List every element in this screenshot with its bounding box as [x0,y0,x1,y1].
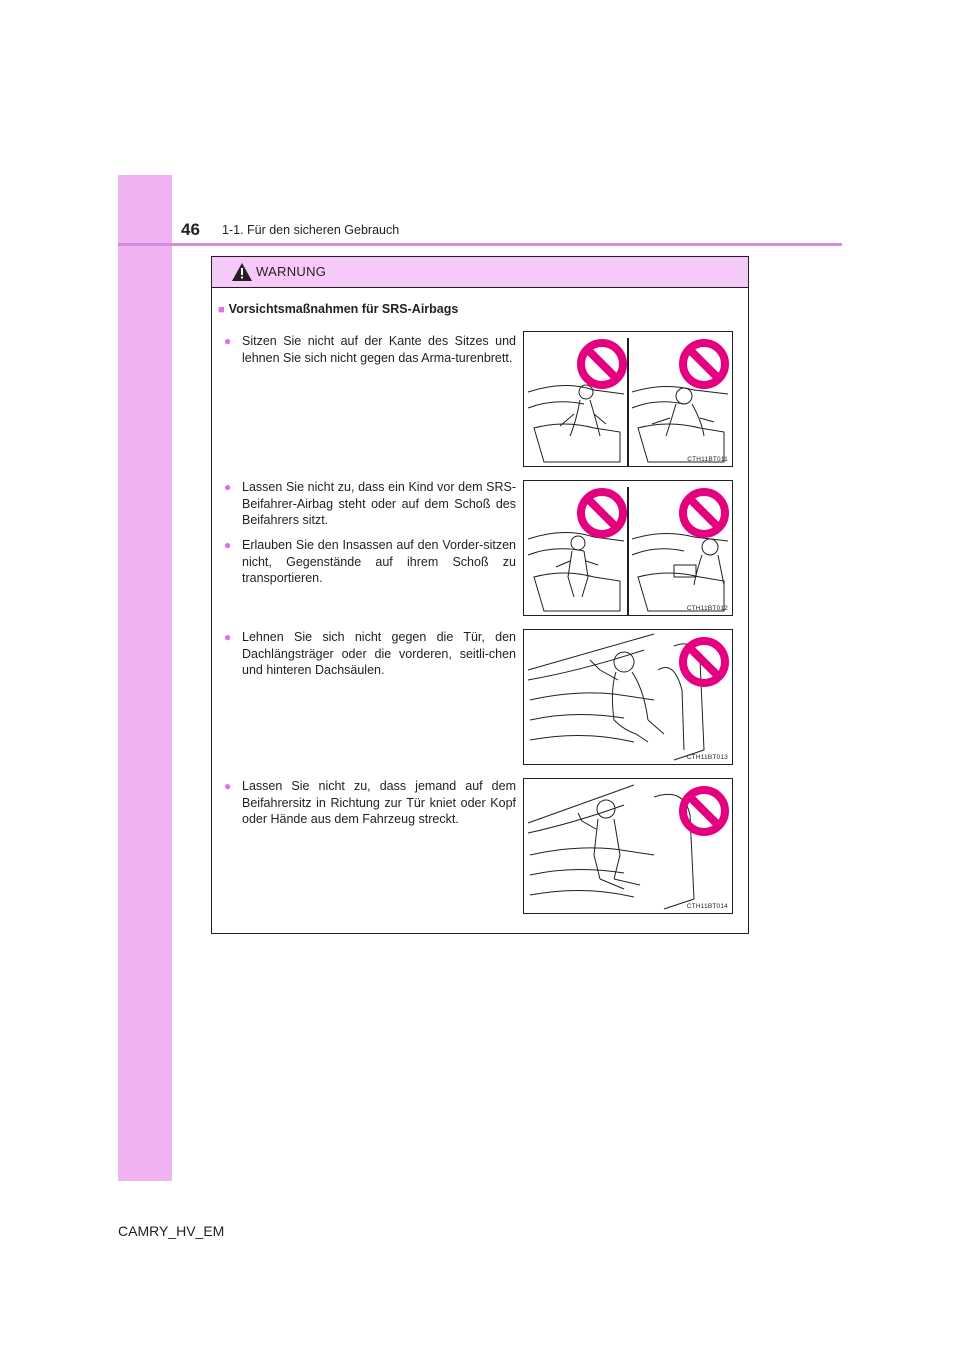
section-title-text: Vorsichtsmaßnahmen für SRS-Airbags [228,302,459,316]
warning-label: WARNUNG [256,264,327,279]
illustration-kneel-door [523,778,733,914]
bullet-dot-icon: ● [224,334,232,348]
illustration-child-airbag [523,480,733,616]
prohibition-icon [678,636,730,688]
illustration-dashboard-lean [523,331,733,467]
list-item [224,479,516,529]
document-code: CAMRY_HV_EM [118,1223,225,1239]
prohibition-icon [678,487,730,539]
square-bullet-icon: ■ [218,304,225,316]
illustration-code: CTH11BT012 [686,605,728,612]
warning-triangle-icon [231,262,253,282]
list-item-text: Sitzen Sie nicht auf der Kante des Sitzes und lehnen Sie sich nicht gegen das Arma-turenbrett. [242,334,516,365]
chapter-sidebar [118,175,172,1181]
section-title [218,301,458,318]
list-item-text: Lassen Sie nicht zu, dass ein Kind vor dem SRS-Beifahrer-Airbag steht oder auf dem Schoß des Beifahrers sitzt. [242,480,516,527]
illustration-door-lean [523,629,733,765]
prohibition-icon [678,785,730,837]
list-item-text: Erlauben Sie den Insassen auf den Vorder-sitzen nicht, Gegenstände auf ihrem Schoß zu transportieren. [242,538,516,585]
list-item-text: Lehnen Sie sich nicht gegen die Tür, den Dachlängsträger oder die vorderen, seitli-chen und hinteren Dachsäulen. [242,630,516,677]
list-item [224,537,516,587]
illustration-code: CTH11BT014 [686,903,728,910]
list-item [224,778,516,828]
list-item [224,629,516,679]
list-item [224,333,516,366]
prohibition-icon [576,487,628,539]
bullet-dot-icon: ● [224,480,232,494]
header-rule [118,243,842,246]
warning-box [211,256,749,934]
illustration-code: CTH11BT011 [687,456,728,463]
section-header: 1-1. Für den sicheren Gebrauch [222,223,400,237]
warning-header [212,257,748,288]
prohibition-icon [576,338,628,390]
prohibition-icon [678,338,730,390]
page-number: 46 [181,220,200,239]
list-item-text: Lassen Sie nicht zu, dass jemand auf dem Beifahrersitz in Richtung zur Tür kniet oder Kopf oder Hände aus dem Fahrzeug streckt. [242,779,516,826]
bullet-dot-icon: ● [224,538,232,552]
bullet-dot-icon: ● [224,779,232,793]
illustration-code: CTH11BT013 [686,754,728,761]
bullet-dot-icon: ● [224,630,232,644]
